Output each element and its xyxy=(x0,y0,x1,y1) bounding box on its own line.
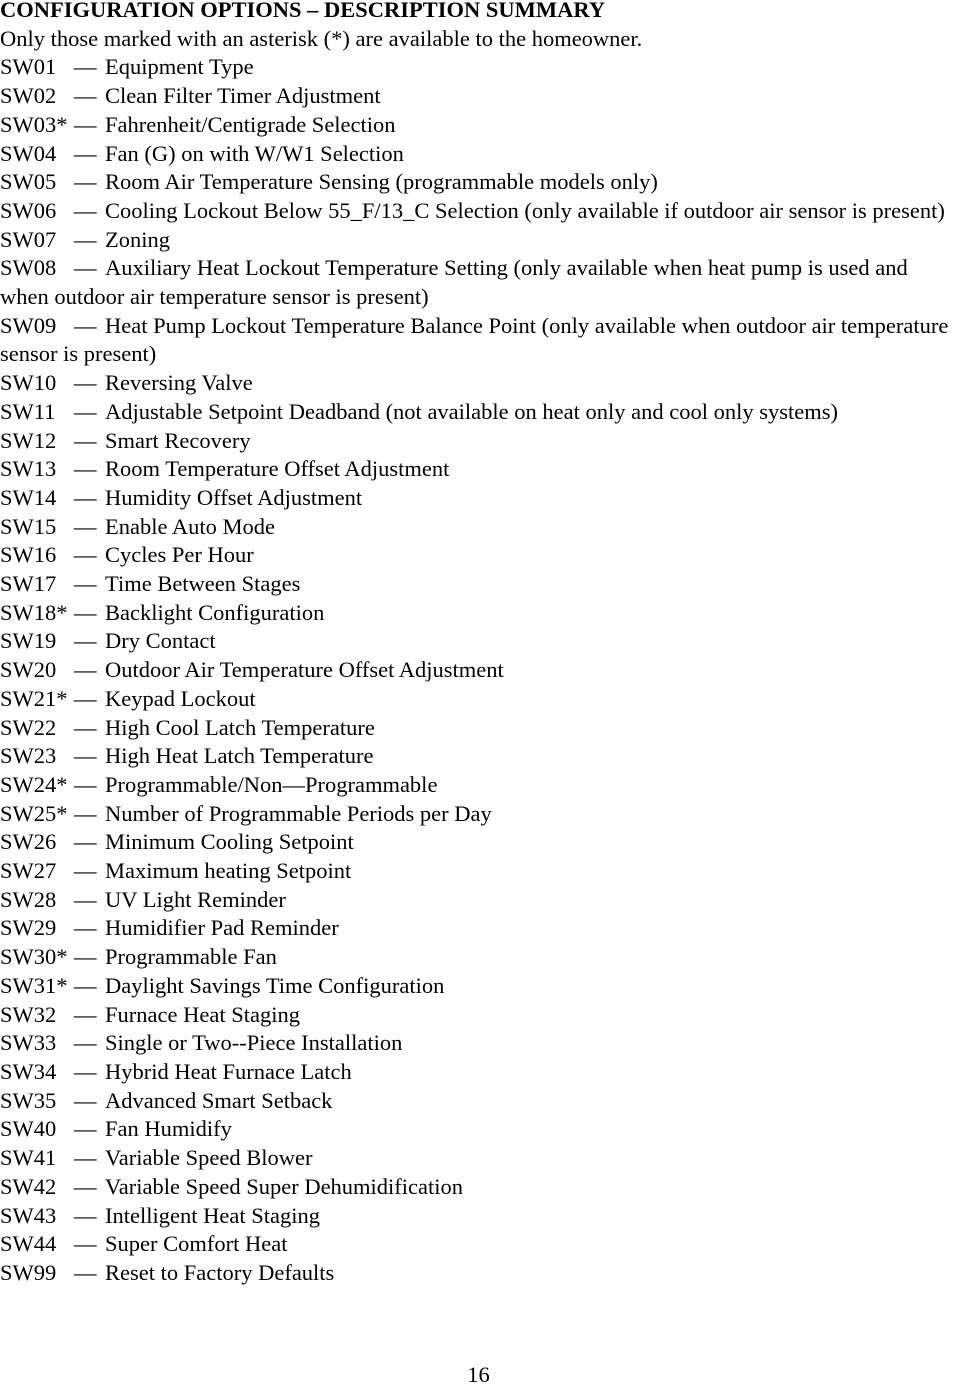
option-description: Intelligent Heat Staging xyxy=(105,1202,320,1228)
option-code: SW03* xyxy=(0,111,68,137)
option-code: SW15 xyxy=(0,513,57,539)
option-separator: — xyxy=(74,858,97,884)
option-separator: — xyxy=(74,456,97,482)
option-item xyxy=(0,771,957,800)
option-item xyxy=(0,800,957,829)
option-separator: — xyxy=(74,111,97,137)
option-code: SW44 xyxy=(0,1231,57,1257)
option-separator: — xyxy=(74,743,97,769)
section-heading: CONFIGURATION OPTIONS – DESCRIPTION SUMMARY xyxy=(0,0,606,22)
option-code: SW19 xyxy=(0,628,57,654)
option-separator: — xyxy=(74,140,97,166)
option-description: Hybrid Heat Furnace Latch xyxy=(105,1059,352,1084)
option-code: SW01 xyxy=(0,54,57,80)
option-description: Heat Pump Lockout Temperature Balance Point (only available when outdoor air temperature sensor is present) xyxy=(0,312,949,367)
option-description: Cooling Lockout Below 55_F/13_C Selection (only available if outdoor air sensor is present) xyxy=(105,197,945,223)
page-number: 16 xyxy=(467,1362,490,1387)
option-code: SW05 xyxy=(0,169,57,195)
option-description: Fan (G) on with W/W1 Selection xyxy=(105,140,404,166)
option-item xyxy=(0,197,957,226)
option-item xyxy=(0,1058,957,1087)
option-description: High Cool Latch Temperature xyxy=(105,714,375,740)
option-code: SW43 xyxy=(0,1202,57,1228)
option-code: SW16 xyxy=(0,542,57,568)
option-separator: — xyxy=(74,1030,97,1056)
option-item xyxy=(0,513,957,542)
option-separator: — xyxy=(74,1231,97,1257)
option-description: Minimum Cooling Setpoint xyxy=(105,829,354,855)
option-item xyxy=(0,1202,957,1231)
option-separator: — xyxy=(74,513,97,539)
option-separator: — xyxy=(74,1059,97,1084)
option-code: SW31* xyxy=(0,972,68,998)
option-item xyxy=(0,1115,957,1144)
option-item xyxy=(0,541,957,570)
option-description: Outdoor Air Temperature Offset Adjustment xyxy=(105,657,504,683)
option-code: SW28 xyxy=(0,886,57,912)
option-code: SW21* xyxy=(0,685,68,711)
option-code: SW29 xyxy=(0,915,57,941)
option-item xyxy=(0,943,957,972)
option-description: Fan Humidify xyxy=(105,1116,232,1142)
option-description: Number of Programmable Periods per Day xyxy=(105,800,492,826)
option-code: SW35 xyxy=(0,1087,57,1113)
option-code: SW34 xyxy=(0,1059,57,1084)
option-description: Humidifier Pad Reminder xyxy=(105,915,339,941)
option-item xyxy=(0,857,957,886)
option-separator: — xyxy=(74,1202,97,1228)
option-description: Fahrenheit/Centigrade Selection xyxy=(105,111,396,137)
option-description: Advanced Smart Setback xyxy=(105,1087,333,1113)
option-code: SW08 xyxy=(0,255,57,281)
option-code: SW42 xyxy=(0,1173,57,1199)
option-description: Smart Recovery xyxy=(105,427,251,453)
option-description: UV Light Reminder xyxy=(105,886,286,912)
option-separator: — xyxy=(74,571,97,597)
option-item xyxy=(0,53,957,82)
option-description: Adjustable Setpoint Deadband (not available on heat only and cool only systems) xyxy=(105,398,838,424)
option-code: SW02 xyxy=(0,83,57,109)
option-description: Variable Speed Super Dehumidification xyxy=(105,1173,464,1199)
option-separator: — xyxy=(74,255,97,281)
option-description: Humidity Offset Adjustment xyxy=(105,484,363,510)
option-separator: — xyxy=(74,1116,97,1142)
option-description: Clean Filter Timer Adjustment xyxy=(105,83,381,109)
option-separator: — xyxy=(74,685,97,711)
option-separator: — xyxy=(74,1001,97,1027)
option-item xyxy=(0,714,957,743)
option-description: Reset to Factory Defaults xyxy=(105,1259,335,1285)
option-separator: — xyxy=(74,886,97,912)
option-item xyxy=(0,828,957,857)
option-item xyxy=(0,656,957,685)
option-description: Enable Auto Mode xyxy=(105,513,275,539)
option-code: SW41 xyxy=(0,1145,57,1171)
option-code: SW99 xyxy=(0,1259,57,1285)
option-item xyxy=(0,1173,957,1202)
option-item xyxy=(0,455,957,484)
option-item xyxy=(0,312,957,369)
option-separator: — xyxy=(74,1145,97,1171)
option-code: SW23 xyxy=(0,743,57,769)
option-separator: — xyxy=(74,484,97,510)
option-code: SW32 xyxy=(0,1001,57,1027)
option-code: SW04 xyxy=(0,140,57,166)
option-description: Super Comfort Heat xyxy=(105,1231,288,1257)
option-description: Keypad Lockout xyxy=(105,685,256,711)
option-separator: — xyxy=(74,398,97,424)
option-code: SW06 xyxy=(0,197,57,223)
option-description: Daylight Savings Time Configuration xyxy=(105,972,445,998)
option-code: SW17 xyxy=(0,571,57,597)
option-code: SW24* xyxy=(0,771,68,797)
option-code: SW11 xyxy=(0,398,56,424)
option-description: High Heat Latch Temperature xyxy=(105,743,374,769)
option-separator: — xyxy=(74,370,97,396)
option-item xyxy=(0,427,957,456)
option-separator: — xyxy=(74,829,97,855)
option-item xyxy=(0,599,957,628)
option-separator: — xyxy=(74,169,97,195)
option-description: Time Between Stages xyxy=(105,571,301,597)
option-description: Dry Contact xyxy=(105,628,216,654)
option-item xyxy=(0,685,957,714)
option-item xyxy=(0,168,957,197)
options-list xyxy=(0,53,957,1287)
option-separator: — xyxy=(74,542,97,568)
option-description: Single or Two--Piece Installation xyxy=(105,1030,403,1056)
option-item xyxy=(0,972,957,1001)
option-separator: — xyxy=(74,83,97,109)
option-separator: — xyxy=(74,427,97,453)
option-code: SW18* xyxy=(0,599,68,625)
option-description: Backlight Configuration xyxy=(105,599,325,625)
option-code: SW14 xyxy=(0,484,57,510)
option-separator: — xyxy=(74,599,97,625)
option-code: SW07 xyxy=(0,226,57,252)
option-description: Equipment Type xyxy=(105,54,254,80)
option-description: Reversing Valve xyxy=(105,370,253,396)
option-item xyxy=(0,398,957,427)
option-code: SW13 xyxy=(0,456,57,482)
option-separator: — xyxy=(74,628,97,654)
option-description: Maximum heating Setpoint xyxy=(105,858,352,884)
option-code: SW40 xyxy=(0,1116,57,1142)
option-description: Cycles Per Hour xyxy=(105,542,254,568)
option-item xyxy=(0,226,957,255)
option-separator: — xyxy=(74,915,97,941)
option-code: SW26 xyxy=(0,829,57,855)
option-item xyxy=(0,111,957,140)
option-description: Programmable Fan xyxy=(105,944,277,970)
option-item xyxy=(0,82,957,111)
option-item xyxy=(0,1001,957,1030)
option-item xyxy=(0,627,957,656)
option-item xyxy=(0,1259,957,1288)
option-description: Room Air Temperature Sensing (programmable models only) xyxy=(105,169,658,195)
option-code: SW33 xyxy=(0,1030,57,1056)
option-item xyxy=(0,742,957,771)
option-separator: — xyxy=(74,657,97,683)
option-item xyxy=(0,570,957,599)
option-code: SW12 xyxy=(0,427,57,453)
option-description: Auxiliary Heat Lockout Temperature Setting (only available when heat pump is used and when outdoor air temperature sensor is present) xyxy=(0,255,908,310)
option-separator: — xyxy=(74,800,97,826)
option-item xyxy=(0,1230,957,1259)
option-description: Zoning xyxy=(105,226,170,252)
option-separator: — xyxy=(74,226,97,252)
option-item xyxy=(0,1029,957,1058)
option-item xyxy=(0,484,957,513)
option-separator: — xyxy=(74,1087,97,1113)
option-separator: — xyxy=(74,944,97,970)
option-description: Furnace Heat Staging xyxy=(105,1001,300,1027)
option-separator: — xyxy=(74,771,97,797)
option-code: SW22 xyxy=(0,714,57,740)
option-item xyxy=(0,914,957,943)
intro-note: Only those marked with an asterisk (*) are available to the homeowner. xyxy=(0,25,643,51)
option-separator: — xyxy=(74,714,97,740)
option-item xyxy=(0,886,957,915)
option-item xyxy=(0,1087,957,1116)
option-description: Programmable/Non—Programmable xyxy=(105,771,438,797)
option-code: SW25* xyxy=(0,800,68,826)
option-code: SW20 xyxy=(0,657,57,683)
option-code: SW27 xyxy=(0,858,57,884)
option-code: SW09 xyxy=(0,312,57,338)
option-separator: — xyxy=(74,1259,97,1285)
option-separator: — xyxy=(74,312,97,338)
option-separator: — xyxy=(74,197,97,223)
option-separator: — xyxy=(74,54,97,80)
option-code: SW10 xyxy=(0,370,57,396)
option-item xyxy=(0,140,957,169)
option-description: Variable Speed Blower xyxy=(105,1145,313,1171)
option-item xyxy=(0,254,957,311)
option-separator: — xyxy=(74,1173,97,1199)
option-description: Room Temperature Offset Adjustment xyxy=(105,456,450,482)
option-separator: — xyxy=(74,972,97,998)
option-code: SW30* xyxy=(0,944,68,970)
option-item xyxy=(0,1144,957,1173)
option-item xyxy=(0,369,957,398)
